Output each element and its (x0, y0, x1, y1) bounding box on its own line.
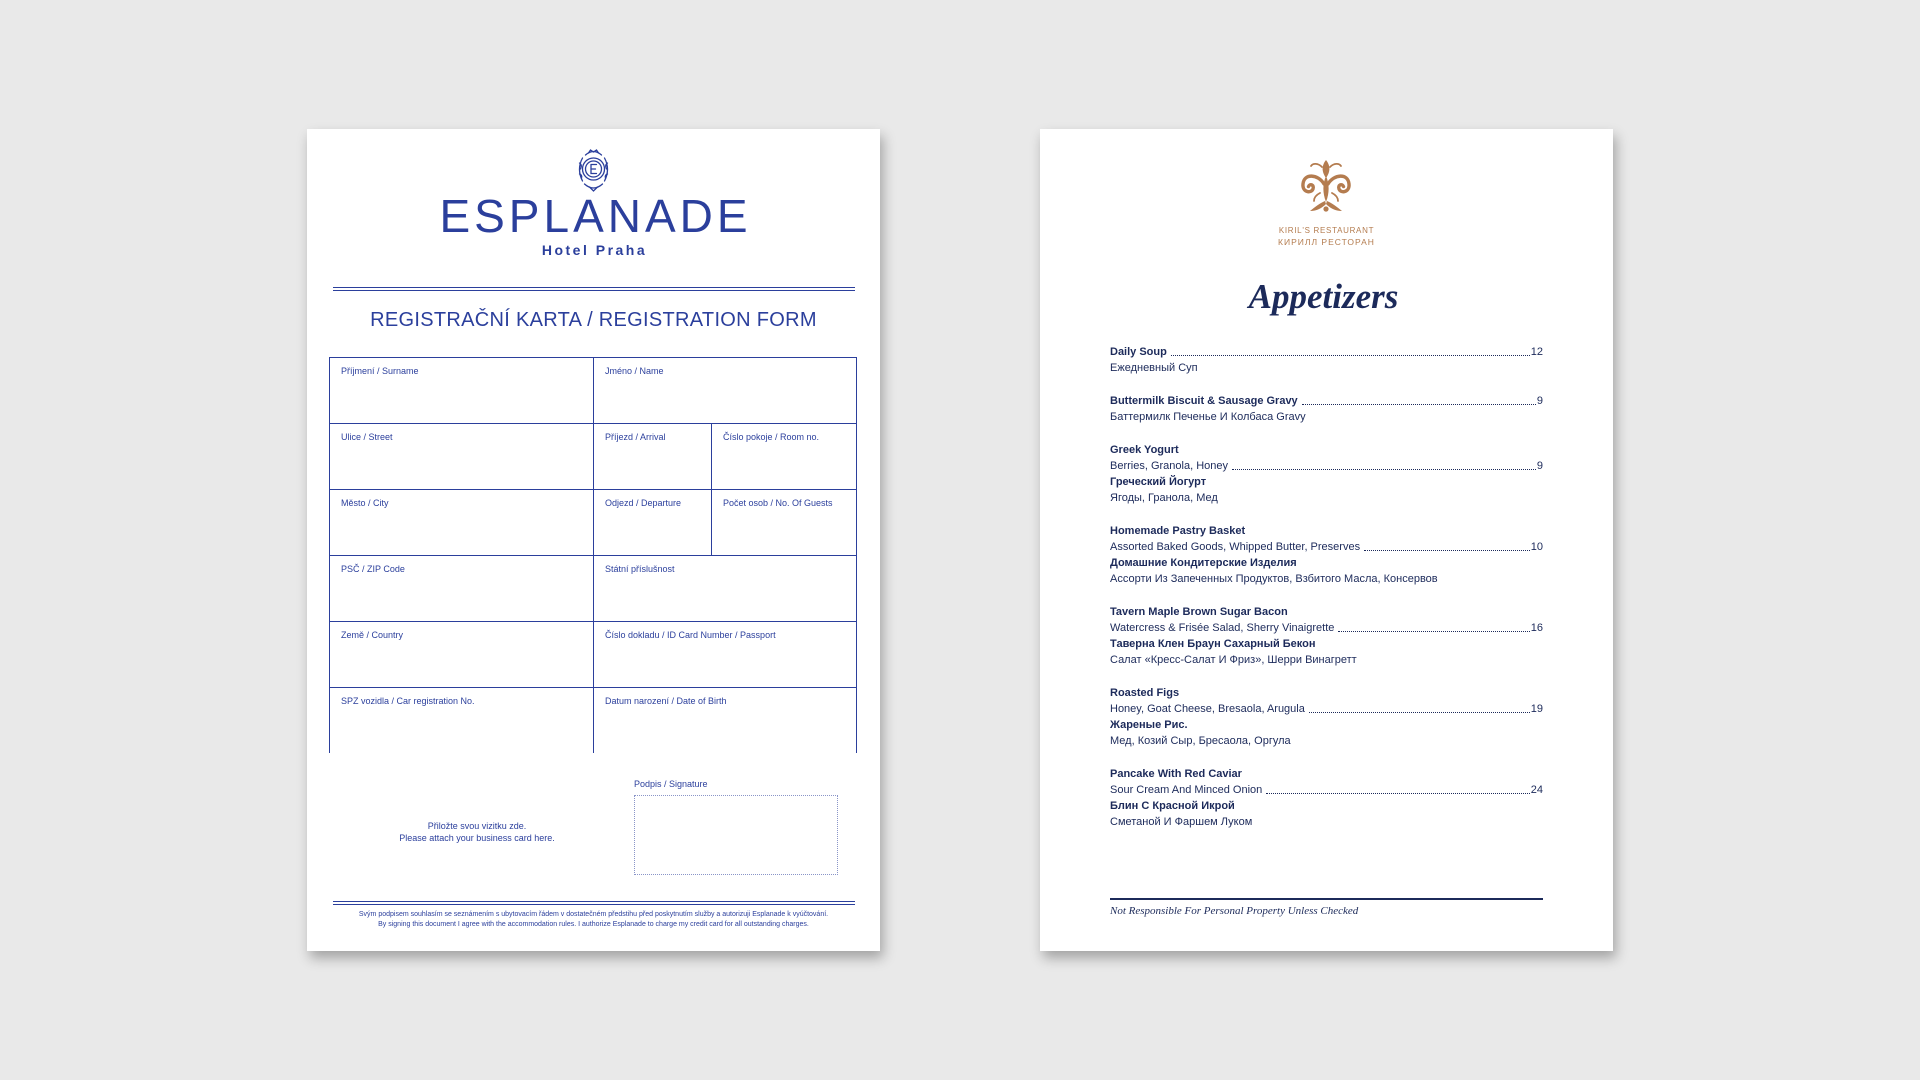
item-description: Sour Cream And Minced Onion (1110, 784, 1263, 796)
dot-leader (1232, 469, 1536, 470)
consent-footer (307, 910, 880, 930)
item-description-ru: Салат «Кресс-Салат И Фриз», Шерри Винагретт (1110, 654, 1357, 666)
item-description: Berries, Granola, Honey (1110, 460, 1228, 472)
item-name: Homemade Pastry Basket (1110, 525, 1246, 537)
restaurant-name-ru: КИРИЛЛ РЕСТОРАН (1278, 237, 1375, 247)
menu-item-daily-soup (1110, 344, 1543, 376)
field-label: Země / Country (341, 630, 404, 640)
field-label: Příjezd / Arrival (605, 432, 666, 442)
item-name: Buttermilk Biscuit & Sausage Gravy (1110, 395, 1298, 407)
form-row (330, 489, 856, 555)
item-name: Daily Soup (1110, 346, 1167, 358)
signature-box (634, 795, 838, 875)
kiril-ornament-logo (1298, 157, 1354, 213)
item-price: 9 (1536, 460, 1543, 472)
field-nationality (593, 556, 856, 621)
item-name-ru: Греческий Йогурт (1110, 476, 1207, 488)
item-description-ru: Мед, Козий Сыр, Бресаола, Оргула (1110, 735, 1291, 747)
field-label: Město / City (341, 498, 389, 508)
form-title: REGISTRAČNÍ KARTA / REGISTRATION FORM (370, 309, 817, 331)
field-departure (593, 490, 711, 555)
item-name-ru: Домашние Кондитерские Изделия (1110, 557, 1297, 569)
form-row (330, 555, 856, 621)
item-description-ru: Сметаной И Фаршем Луком (1110, 816, 1253, 828)
item-description-line (1110, 701, 1543, 717)
esplanade-crest-logo (573, 147, 614, 193)
business-card-note-cz: Přiložte svou vizitku zde. (427, 821, 527, 831)
field-id-number (593, 622, 856, 687)
item-price: 16 (1530, 622, 1543, 634)
hotel-subbrand: Hotel Praha (541, 242, 648, 258)
menu-item-maple-bacon (1110, 604, 1543, 668)
field-surname (330, 358, 593, 423)
item-price: 19 (1530, 703, 1543, 715)
item-description-ru: Ягоды, Гранола, Мед (1110, 492, 1218, 504)
item-description: Watercress & Frisée Salad, Sherry Vinaigrette (1110, 622, 1335, 634)
item-name: Tavern Maple Brown Sugar Bacon (1110, 606, 1288, 618)
form-row (330, 687, 856, 753)
field-street (330, 424, 593, 489)
footer-rule (1110, 898, 1543, 900)
hotel-brand-name: ESPLANADE (439, 190, 752, 242)
field-zip (330, 556, 593, 621)
item-name-line (1110, 344, 1543, 360)
field-city (330, 490, 593, 555)
field-label: Počet osob / No. Of Guests (723, 498, 833, 508)
item-name-ru: Жареные Рис. (1110, 719, 1188, 731)
item-name-ru: Таверна Клен Браун Сахарный Бекон (1110, 638, 1316, 650)
field-label: Odjezd / Departure (605, 498, 682, 508)
item-name-line (1110, 393, 1543, 409)
item-price: 10 (1530, 541, 1543, 553)
item-name: Greek Yogurt (1110, 444, 1179, 456)
menu-card (1040, 129, 1613, 951)
form-row (330, 357, 856, 423)
field-name (593, 358, 856, 423)
item-price: 24 (1530, 784, 1543, 796)
field-label: PSČ / ZIP Code (341, 564, 405, 574)
field-label: Datum narození / Date of Birth (605, 696, 727, 706)
double-rule-top (333, 287, 855, 291)
registration-form-table (329, 357, 857, 753)
dot-leader (1338, 631, 1529, 632)
item-description-line (1110, 458, 1543, 474)
field-room-no (711, 424, 856, 489)
dot-leader (1171, 355, 1530, 356)
registration-card (307, 129, 880, 951)
menu-items (1110, 344, 1543, 847)
item-name: Roasted Figs (1110, 687, 1180, 699)
form-row (330, 621, 856, 687)
item-name-ru: Баттермилк Печенье И Колбаса Gravy (1110, 411, 1306, 423)
item-description: Honey, Goat Cheese, Bresaola, Arugula (1110, 703, 1305, 715)
menu-item-buttermilk-biscuit (1110, 393, 1543, 425)
item-description-ru: Ассорти Из Запеченных Продуктов, Взбитого Масла, Консервов (1110, 573, 1438, 585)
field-country (330, 622, 593, 687)
business-card-note (377, 820, 577, 844)
field-arrival (593, 424, 711, 489)
item-price: 9 (1536, 395, 1543, 407)
field-label: Ulice / Street (341, 432, 393, 442)
double-rule-bottom (333, 901, 855, 905)
item-description-line (1110, 539, 1543, 555)
item-name: Pancake With Red Caviar (1110, 768, 1242, 780)
signature-label: Podpis / Signature (634, 779, 708, 789)
field-guests (711, 490, 856, 555)
menu-item-pancake-caviar (1110, 766, 1543, 830)
item-description-line (1110, 620, 1543, 636)
business-card-note-en: Please attach your business card here. (399, 833, 555, 843)
consent-text-en: By signing this document I agree with the accommodation rules. I authorize Esplanade to charge my credit card for all outstanding charges. (378, 921, 809, 928)
consent-text-cz: Svým podpisem souhlasím se seznámením s ubytovacím řádem v dostatečném předstihu před poskytnutím služby a autorizuji Esplanade k vyúčtování. (358, 911, 829, 918)
field-label: SPZ vozidla / Car registration No. (341, 696, 475, 706)
menu-item-greek-yogurt (1110, 442, 1543, 506)
item-description: Assorted Baked Goods, Whipped Butter, Preserves (1110, 541, 1361, 553)
item-name-ru: Ежедневный Суп (1110, 362, 1198, 374)
field-label: Příjmení / Surname (341, 366, 419, 376)
restaurant-name: KIRIL'S RESTAURANT (1278, 226, 1375, 235)
field-label: Číslo dokladu / ID Card Number / Passport (605, 630, 776, 640)
item-description-line (1110, 782, 1543, 798)
field-label: Jméno / Name (605, 366, 664, 376)
menu-item-roasted-figs (1110, 685, 1543, 749)
dot-leader (1309, 712, 1530, 713)
footer-note: Not Responsible For Personal Property Unless Checked (1110, 905, 1359, 917)
dot-leader (1364, 550, 1530, 551)
field-label: Státní příslušnost (605, 564, 675, 574)
item-price: 12 (1530, 346, 1543, 358)
field-car-registration (330, 688, 593, 753)
dot-leader (1266, 793, 1530, 794)
form-row (330, 423, 856, 489)
dot-leader (1302, 404, 1536, 405)
field-label: Číslo pokoje / Room no. (723, 432, 820, 442)
item-name-ru: Блин С Красной Икрой (1110, 800, 1235, 812)
menu-heading: Appetizers (1248, 277, 1399, 316)
menu-item-pastry-basket (1110, 523, 1543, 587)
field-date-of-birth (593, 688, 856, 753)
